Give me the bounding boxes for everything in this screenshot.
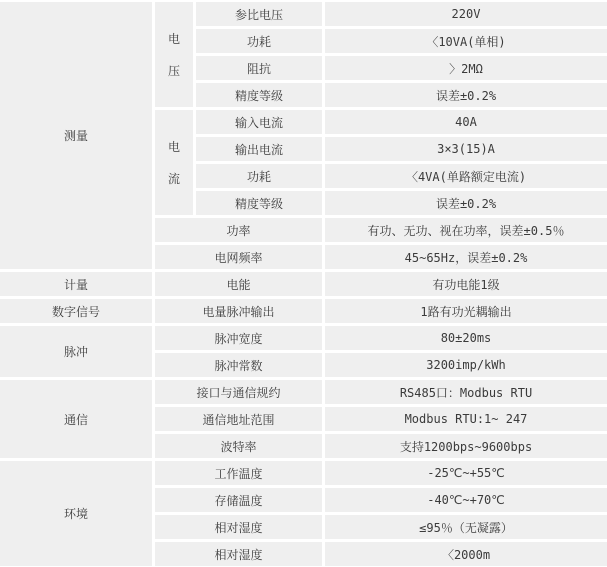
param-cell: 电网频率	[155, 245, 322, 269]
subcategory-current	[155, 110, 193, 215]
value-cell: 支持1200bps~9600bps	[325, 434, 607, 458]
value-cell: 有功、无功、视在功率，误差±0.5％	[325, 218, 607, 242]
value-cell: 误差±0.2%	[325, 83, 607, 107]
category-environment: 环境	[0, 461, 152, 566]
param-cell: 电能	[155, 272, 322, 296]
category-digital-signal: 数字信号	[0, 299, 152, 323]
param-cell: 脉冲常数	[155, 353, 322, 377]
param-cell: 工作温度	[155, 461, 322, 485]
category-metering: 计量	[0, 272, 152, 296]
param-cell: 功耗	[196, 29, 322, 53]
value-cell: 〈10VA(单相)	[325, 29, 607, 53]
value-cell: ≤95％（无凝露）	[325, 515, 607, 539]
value-cell: RS485口：Modbus RTU	[325, 380, 607, 404]
param-cell: 阻抗	[196, 56, 322, 80]
value-cell: 40A	[325, 110, 607, 134]
subcategory-voltage	[155, 2, 193, 107]
param-cell: 脉冲宽度	[155, 326, 322, 350]
category-pulse: 脉冲	[0, 326, 152, 377]
param-cell: 通信地址范围	[155, 407, 322, 431]
value-cell: Modbus RTU:1~ 247	[325, 407, 607, 431]
value-cell: 45~65Hz，误差±0.2%	[325, 245, 607, 269]
value-cell: 误差±0.2%	[325, 191, 607, 215]
value-cell: -25℃~+55℃	[325, 461, 607, 485]
param-cell: 波特率	[155, 434, 322, 458]
value-cell: -40℃~+70℃	[325, 488, 607, 512]
value-cell: 220V	[325, 2, 607, 26]
param-cell: 相对湿度	[155, 542, 322, 566]
value-cell: 3×3(15)A	[325, 137, 607, 161]
value-cell: 3200imp/kWh	[325, 353, 607, 377]
param-cell: 功率	[155, 218, 322, 242]
value-cell: 〉2MΩ	[325, 56, 607, 80]
value-cell: 〈4VA(单路额定电流)	[325, 164, 607, 188]
subcategory-current-label: 电流	[167, 139, 180, 186]
category-communication: 通信	[0, 380, 152, 458]
param-cell: 参比电压	[196, 2, 322, 26]
value-cell: 80±20ms	[325, 326, 607, 350]
param-cell: 存储温度	[155, 488, 322, 512]
value-cell: 1路有功光耦输出	[325, 299, 607, 323]
param-cell: 相对湿度	[155, 515, 322, 539]
param-cell: 输出电流	[196, 137, 322, 161]
param-cell: 精度等级	[196, 191, 322, 215]
value-cell: 〈2000m	[325, 542, 607, 566]
param-cell: 功耗	[196, 164, 322, 188]
value-cell: 有功电能1级	[325, 272, 607, 296]
param-cell: 精度等级	[196, 83, 322, 107]
param-cell: 电量脉冲输出	[155, 299, 322, 323]
param-cell: 接口与通信规约	[155, 380, 322, 404]
category-measurement: 测量	[0, 2, 152, 269]
subcategory-voltage-label: 电压	[167, 31, 180, 78]
param-cell: 输入电流	[196, 110, 322, 134]
